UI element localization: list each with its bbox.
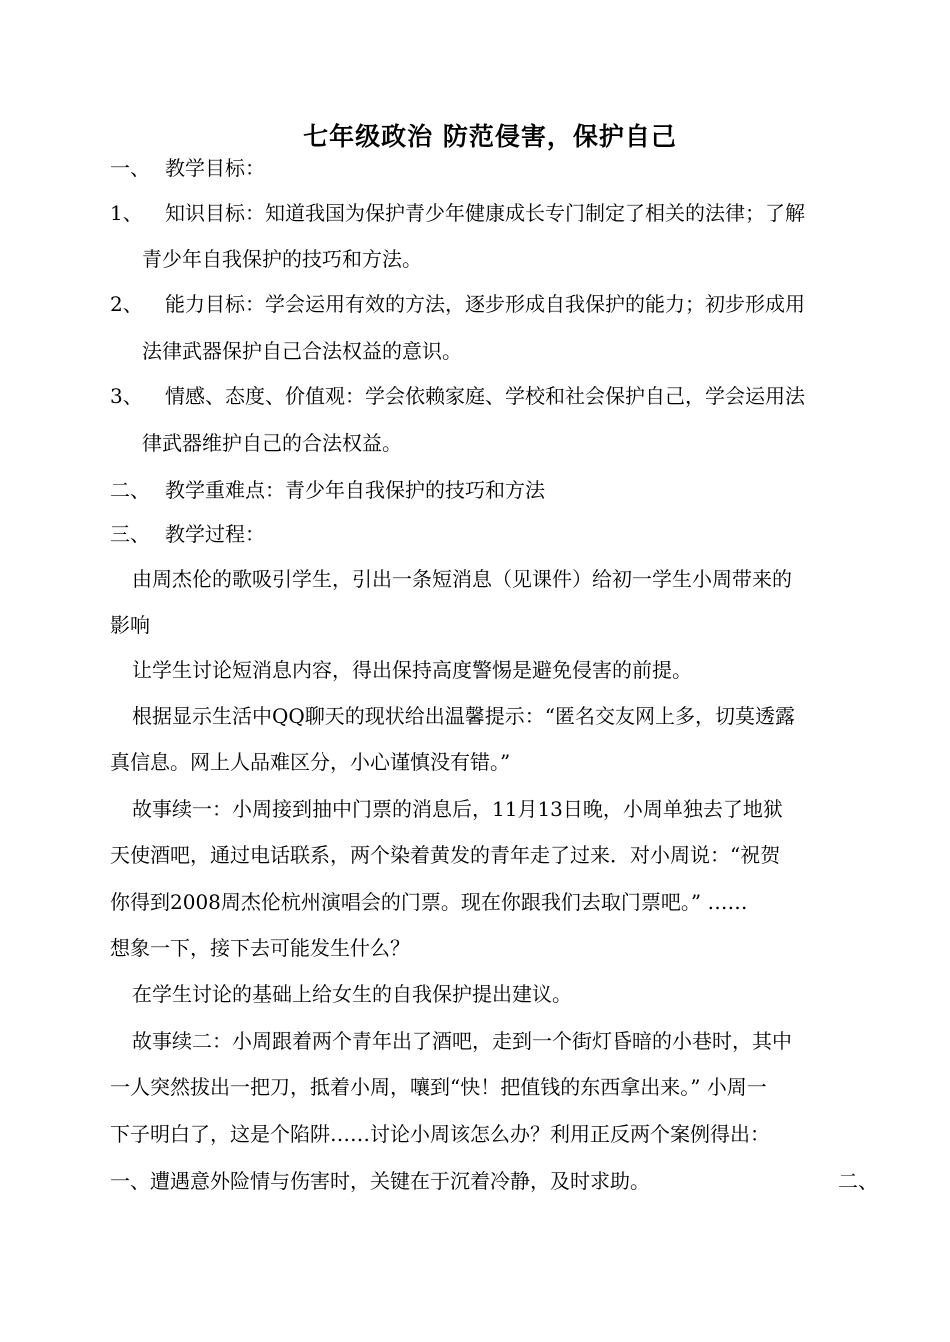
section-heading: 教学重难点：青少年自我保护的技巧和方法 xyxy=(165,478,545,502)
body-line: 根据显示生活中QQ聊天的现状给出温馨提示：“匿名交友网上多，切莫透露 xyxy=(132,704,796,728)
item-text-line: 律武器维护自己的合法权益。 xyxy=(142,431,402,455)
document-title: 七年级政治 防范侵害，保护自己 xyxy=(303,122,677,151)
body-line: 在学生讨论的基础上给女生的自我保护提出建议。 xyxy=(132,982,572,1006)
body-line: 让学生讨论短消息内容，得出保持高度警惕是避免侵害的前提。 xyxy=(132,658,692,682)
body-line: 一、遭遇意外险情与伤害时，关键在于沉着冷静，及时求助。 xyxy=(110,1169,650,1193)
item-marker: 1、 xyxy=(110,201,143,225)
item-text-line: 青少年自我保护的技巧和方法。 xyxy=(142,247,422,271)
body-line: 故事续二：小周跟着两个青年出了酒吧，走到一个街灯昏暗的小巷时，其中 xyxy=(132,1029,792,1053)
item-text-line: 法律武器保护自己合法权益的意识。 xyxy=(142,339,462,363)
section-heading: 教学过程： xyxy=(165,522,265,546)
body-line: 真信息。网上人品难区分，小心谨慎没有错。” xyxy=(110,750,511,774)
section-marker: 一、 xyxy=(110,156,150,180)
item-text-line: 情感、态度、价值观：学会依赖家庭、学校和社会保护自己，学会运用法 xyxy=(165,384,805,408)
body-line: 影响 xyxy=(110,613,150,637)
item-text-line: 能力目标：学会运用有效的方法，逐步形成自我保护的能力；初步形成用 xyxy=(165,292,805,316)
body-line: 故事续一：小周接到抽中门票的消息后，11月13日晚，小周单独去了地狱 xyxy=(132,797,783,821)
item-marker: 2、 xyxy=(110,292,143,316)
body-line: 想象一下，接下去可能发生什么？ xyxy=(110,936,410,960)
trailing-marker: 二、 xyxy=(838,1169,878,1193)
item-marker: 3、 xyxy=(110,384,143,408)
body-line: 下子明白了，这是个陷阱……讨论小周该怎么办？利用正反两个案例得出： xyxy=(110,1122,770,1146)
section-marker: 三、 xyxy=(110,522,150,546)
section-marker: 二、 xyxy=(110,478,150,502)
body-line: 由周杰伦的歌吸引学生，引出一条短消息（见课件）给初一学生小周带来的 xyxy=(132,567,792,591)
section-heading: 教学目标： xyxy=(165,156,265,180)
body-line: 一人突然拔出一把刀，抵着小周，嚷到“快！把值钱的东西拿出来。” 小周一 xyxy=(110,1075,767,1099)
body-line: 你得到2008周杰伦杭州演唱会的门票。现在你跟我们去取门票吧。” …… xyxy=(110,890,748,914)
item-text-line: 知识目标：知道我国为保护青少年健康成长专门制定了相关的法律；了解 xyxy=(165,201,805,225)
body-line: 天使酒吧，通过电话联系，两个染着黄发的青年走了过来．对小周说：“祝贺 xyxy=(110,843,781,867)
